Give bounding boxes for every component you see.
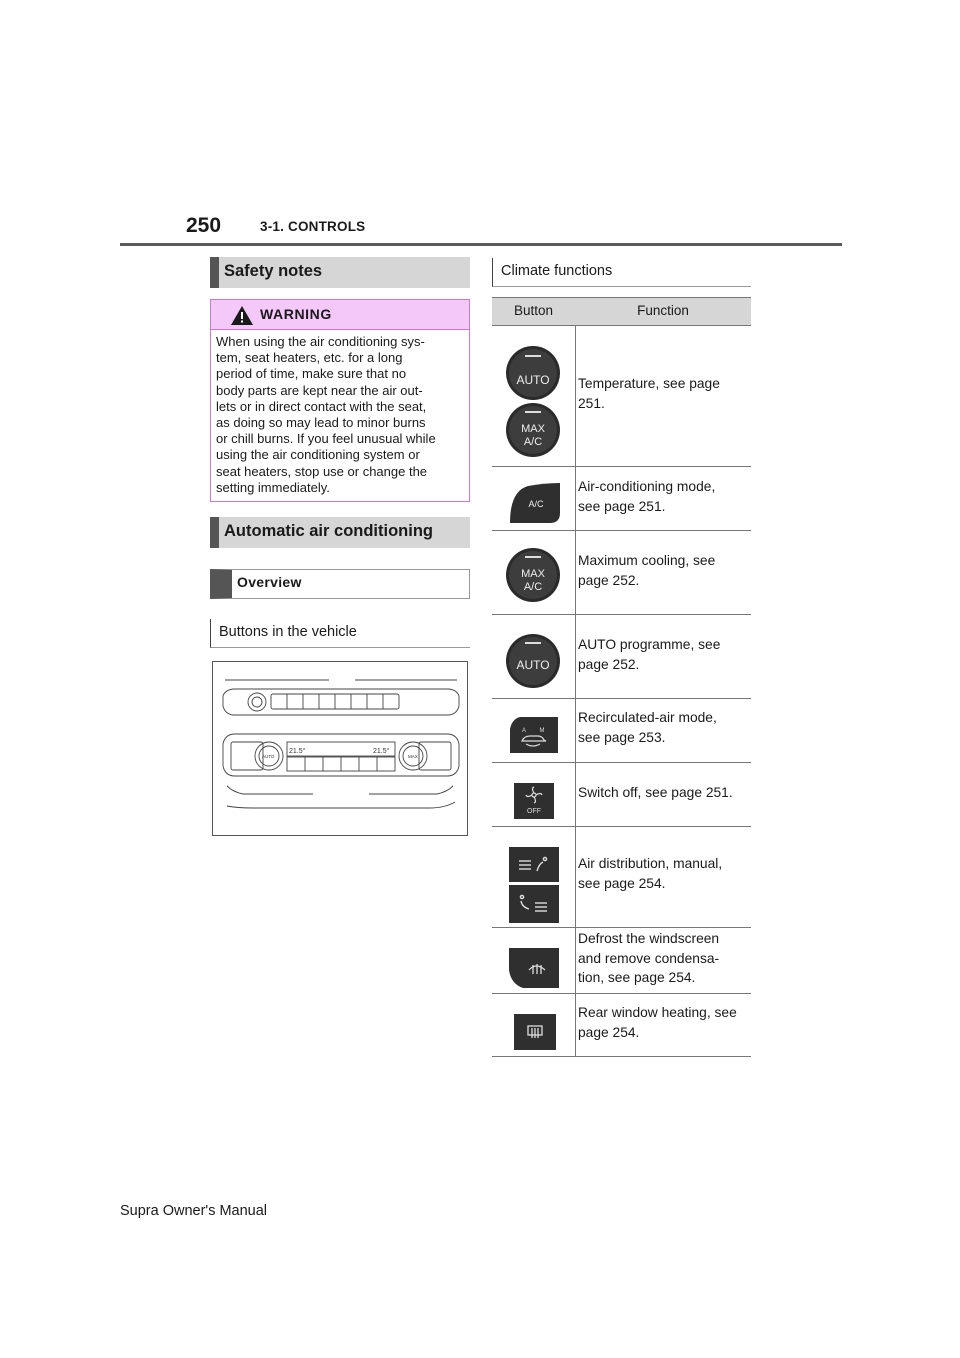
warning-box bbox=[210, 299, 470, 502]
table-row bbox=[492, 994, 751, 1057]
table-row bbox=[492, 326, 751, 467]
function-line: Temperature, see page bbox=[578, 376, 720, 391]
climate-functions-title: Climate functions bbox=[501, 263, 613, 279]
warning-header bbox=[211, 300, 469, 330]
panel-max-label: MAX bbox=[408, 754, 418, 759]
safety-notes-heading bbox=[210, 257, 470, 288]
row-function-text bbox=[578, 477, 748, 516]
function-line: Maximum cooling, see bbox=[578, 553, 716, 568]
function-line: Switch off, see page 251. bbox=[578, 785, 733, 800]
ac-button-icon bbox=[508, 483, 560, 523]
row-function-text bbox=[578, 635, 748, 674]
buttons-in-vehicle-title: Buttons in the vehicle bbox=[219, 624, 357, 640]
table-row bbox=[492, 467, 751, 531]
row-function-text bbox=[578, 374, 748, 413]
column-header-function: Function bbox=[637, 303, 689, 318]
recirc-manual-letter: M bbox=[539, 728, 545, 734]
table-header bbox=[492, 297, 751, 326]
panel-temp-left: 21.5° bbox=[289, 748, 306, 755]
function-line: Air-conditioning mode, bbox=[578, 479, 716, 494]
air-distribution-icon bbox=[509, 847, 559, 923]
auto-icon bbox=[504, 632, 562, 690]
table-row bbox=[492, 699, 751, 763]
overview-title: Overview bbox=[237, 574, 302, 590]
warning-line: body parts are kept near the air out- bbox=[216, 382, 423, 398]
max-text: MAX bbox=[521, 568, 545, 580]
warning-line: or chill burns. If you feel unusual while bbox=[216, 431, 436, 447]
panel-temp-right: 21.5° bbox=[373, 748, 390, 755]
footer-manual-title: Supra Owner's Manual bbox=[120, 1203, 268, 1219]
row-function-text bbox=[578, 783, 748, 803]
auto-and-max-ac-icon bbox=[504, 346, 562, 458]
header-divider bbox=[120, 243, 842, 246]
column-header-button: Button bbox=[513, 303, 554, 318]
function-line: page 252. bbox=[578, 572, 640, 588]
warning-line: as doing so may lead to minor burns bbox=[216, 415, 426, 431]
auto-text: AUTO bbox=[516, 658, 550, 672]
warning-line: seat heaters, stop use or change the bbox=[216, 463, 428, 479]
function-line: see page 253. bbox=[578, 729, 666, 745]
safety-notes-title: Safety notes bbox=[224, 262, 323, 280]
function-line: page 254. bbox=[578, 1024, 640, 1040]
rear-window-heating-icon bbox=[514, 1014, 556, 1050]
function-line: Defrost the windscreen bbox=[578, 931, 720, 946]
warning-line: tem, seat heaters, etc. for a long bbox=[216, 350, 403, 366]
section-title: 3-1. CONTROLS bbox=[260, 219, 366, 234]
function-line: see page 254. bbox=[578, 875, 666, 891]
warning-line: lets or in direct contact with the seat, bbox=[216, 398, 427, 414]
warning-line: period of time, make sure that no bbox=[216, 366, 407, 382]
table-row bbox=[492, 615, 751, 699]
buttons-in-vehicle-heading bbox=[210, 619, 470, 648]
function-line: 251. bbox=[578, 395, 605, 411]
climate-panel-illustration bbox=[212, 661, 468, 836]
warning-line: using the air conditioning system or bbox=[216, 447, 420, 463]
climate-panel-drawing bbox=[213, 662, 467, 835]
function-line: tion, see page 254. bbox=[578, 970, 696, 985]
function-line: page 252. bbox=[578, 656, 640, 672]
recirc-auto-letter: A bbox=[521, 728, 527, 734]
max-text: MAX bbox=[521, 423, 545, 435]
function-line: Recirculated-air mode, bbox=[578, 710, 717, 725]
warning-line: When using the air conditioning sys- bbox=[216, 334, 425, 349]
climate-functions-heading bbox=[492, 258, 751, 287]
ac-text: A/C bbox=[523, 436, 543, 448]
auto-text: AUTO bbox=[516, 373, 550, 387]
ac-text: A/C bbox=[528, 499, 544, 509]
table-row bbox=[492, 827, 751, 928]
table-row bbox=[492, 763, 751, 827]
overview-heading bbox=[210, 569, 470, 599]
automatic-ac-heading bbox=[210, 517, 470, 548]
function-line: Rear window heating, see bbox=[578, 1005, 737, 1020]
function-line: see page 251. bbox=[578, 498, 666, 514]
windscreen-defrost-icon bbox=[509, 948, 559, 988]
function-line: Air distribution, manual, bbox=[578, 856, 723, 871]
function-line: and remove condensa- bbox=[578, 950, 720, 966]
warning-line: setting immediately. bbox=[216, 479, 330, 495]
row-function-text bbox=[578, 1003, 748, 1042]
fan-off-icon bbox=[514, 783, 554, 819]
row-function-text bbox=[578, 854, 748, 893]
row-function-text bbox=[578, 551, 748, 590]
recirculated-air-icon bbox=[510, 717, 558, 753]
page-number: 250 bbox=[186, 214, 222, 237]
warning-text bbox=[216, 334, 464, 496]
row-function-text bbox=[578, 929, 748, 988]
table-row bbox=[492, 531, 751, 615]
function-line: AUTO programme, see bbox=[578, 637, 721, 652]
max-ac-icon bbox=[504, 546, 562, 604]
row-function-text bbox=[578, 708, 748, 747]
ac-text: A/C bbox=[523, 581, 543, 593]
panel-auto-label: AUTO bbox=[262, 754, 275, 759]
off-text: OFF bbox=[527, 808, 541, 815]
table-row bbox=[492, 928, 751, 994]
warning-label: WARNING bbox=[260, 306, 332, 322]
warning-triangle-icon bbox=[231, 306, 253, 325]
automatic-ac-title: Automatic air conditioning bbox=[224, 522, 433, 540]
